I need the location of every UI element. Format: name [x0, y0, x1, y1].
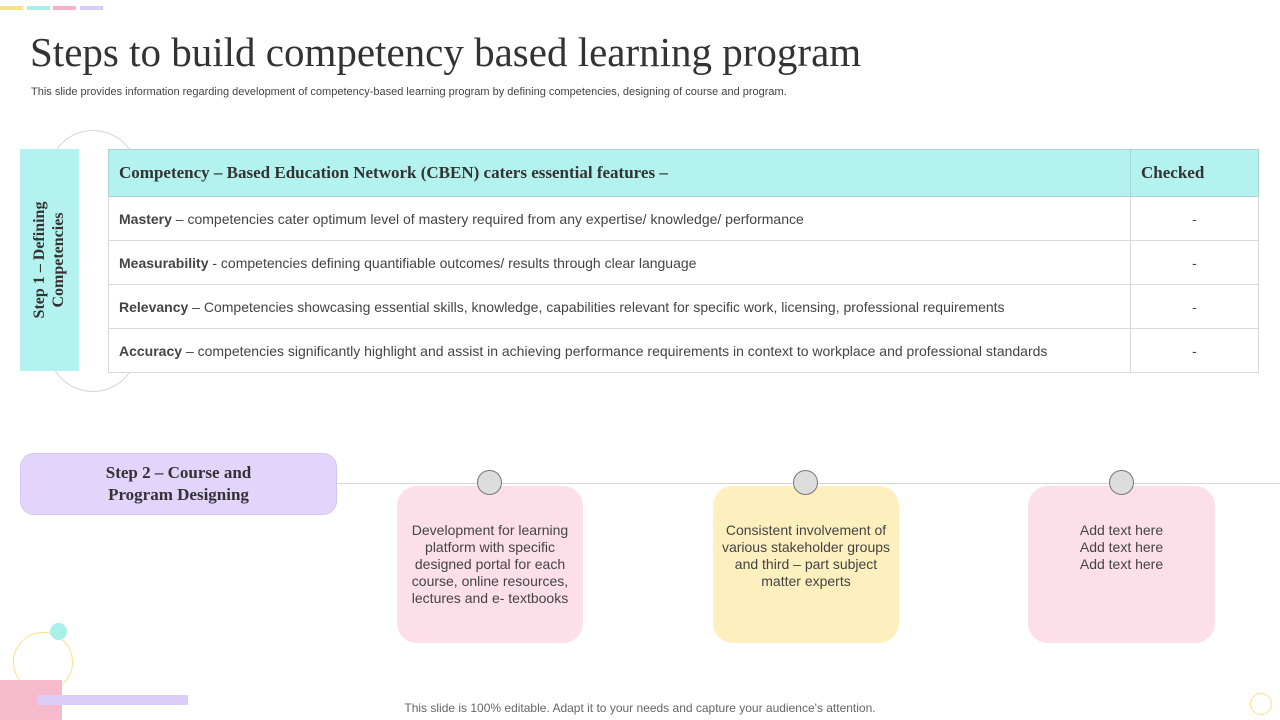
step2-box [20, 453, 337, 515]
timeline-dot [477, 470, 502, 495]
top-accent-yellow [0, 6, 23, 10]
top-accent-lavender [80, 6, 103, 10]
feature-desc: – Competencies showcasing essential skills, knowledge, capabilities relevant for specific work, licensing, professional requirements [188, 298, 1005, 315]
card-stakeholders [713, 486, 899, 643]
feature-cell [109, 329, 1131, 373]
table-row [109, 285, 1259, 329]
feature-term: Measurability [119, 254, 209, 271]
card-text-line: Add text here [1079, 522, 1164, 538]
table-row [109, 241, 1259, 285]
top-accent-cyan [27, 6, 50, 10]
step1-label [30, 202, 68, 319]
checked-cell: - [1131, 285, 1259, 329]
card-text-line: course, online resources, [411, 573, 569, 589]
card-text-line: Add text here [1079, 556, 1164, 572]
footer-note: This slide is 100% editable. Adapt it to your needs and capture your audience's attention. [404, 701, 876, 715]
feature-desc: – competencies significantly highlight and assist in achieving performance requirements in context to workplace and professional standards [182, 342, 1048, 359]
top-accent-pink [53, 6, 76, 10]
table-header-feature: Competency – Based Education Network (CBEN) caters essential features – [109, 150, 1131, 197]
feature-cell [109, 197, 1131, 241]
table-row [109, 329, 1259, 373]
table-header-checked: Checked [1131, 150, 1259, 197]
feature-desc: - competencies defining quantifiable outcomes/ results through clear language [208, 254, 697, 271]
checked-cell: - [1131, 241, 1259, 285]
table-row [109, 197, 1259, 241]
feature-term: Relevancy [119, 298, 189, 315]
card-text-line: matter experts [761, 573, 851, 589]
card-text-line: Development for learning [411, 522, 569, 538]
page-subtitle: This slide provides information regarding development of competency-based learning program by defining competencies, designing of course and program. [31, 86, 787, 98]
step1-label-line1: Step 1 – Defining [31, 201, 48, 319]
card-text-line: lectures and e- textbooks [411, 590, 569, 606]
feature-term: Accuracy [119, 342, 183, 359]
checked-cell: - [1131, 197, 1259, 241]
feature-desc: – competencies cater optimum level of mastery required from any expertise/ knowledge/ performance [171, 210, 804, 227]
timeline-dot [793, 470, 818, 495]
card-text-line: platform with specific [425, 539, 555, 555]
card-text-line: Add text here [1079, 539, 1164, 555]
card-text-line: Consistent involvement of [725, 522, 887, 538]
card-development [397, 486, 583, 643]
card-text-line: and third – part subject [734, 556, 878, 572]
step2-label-line2: Program Designing [108, 485, 249, 504]
decor-dot-cyan [50, 623, 67, 640]
competency-table [108, 149, 1259, 373]
card-text-line: various stakeholder groups [721, 539, 891, 555]
feature-cell [109, 241, 1131, 285]
card-text-line: designed portal for each [414, 556, 566, 572]
feature-term: Mastery [119, 210, 172, 227]
checked-cell: - [1131, 329, 1259, 373]
step2-label-line1: Step 2 – Course and [105, 463, 252, 482]
feature-cell [109, 285, 1131, 329]
timeline-dot [1109, 470, 1134, 495]
table-header-row [109, 150, 1259, 197]
step1-label-line2: Competencies [50, 212, 67, 308]
page-title: Steps to build competency based learning program [30, 29, 862, 75]
card-placeholder [1028, 486, 1215, 643]
